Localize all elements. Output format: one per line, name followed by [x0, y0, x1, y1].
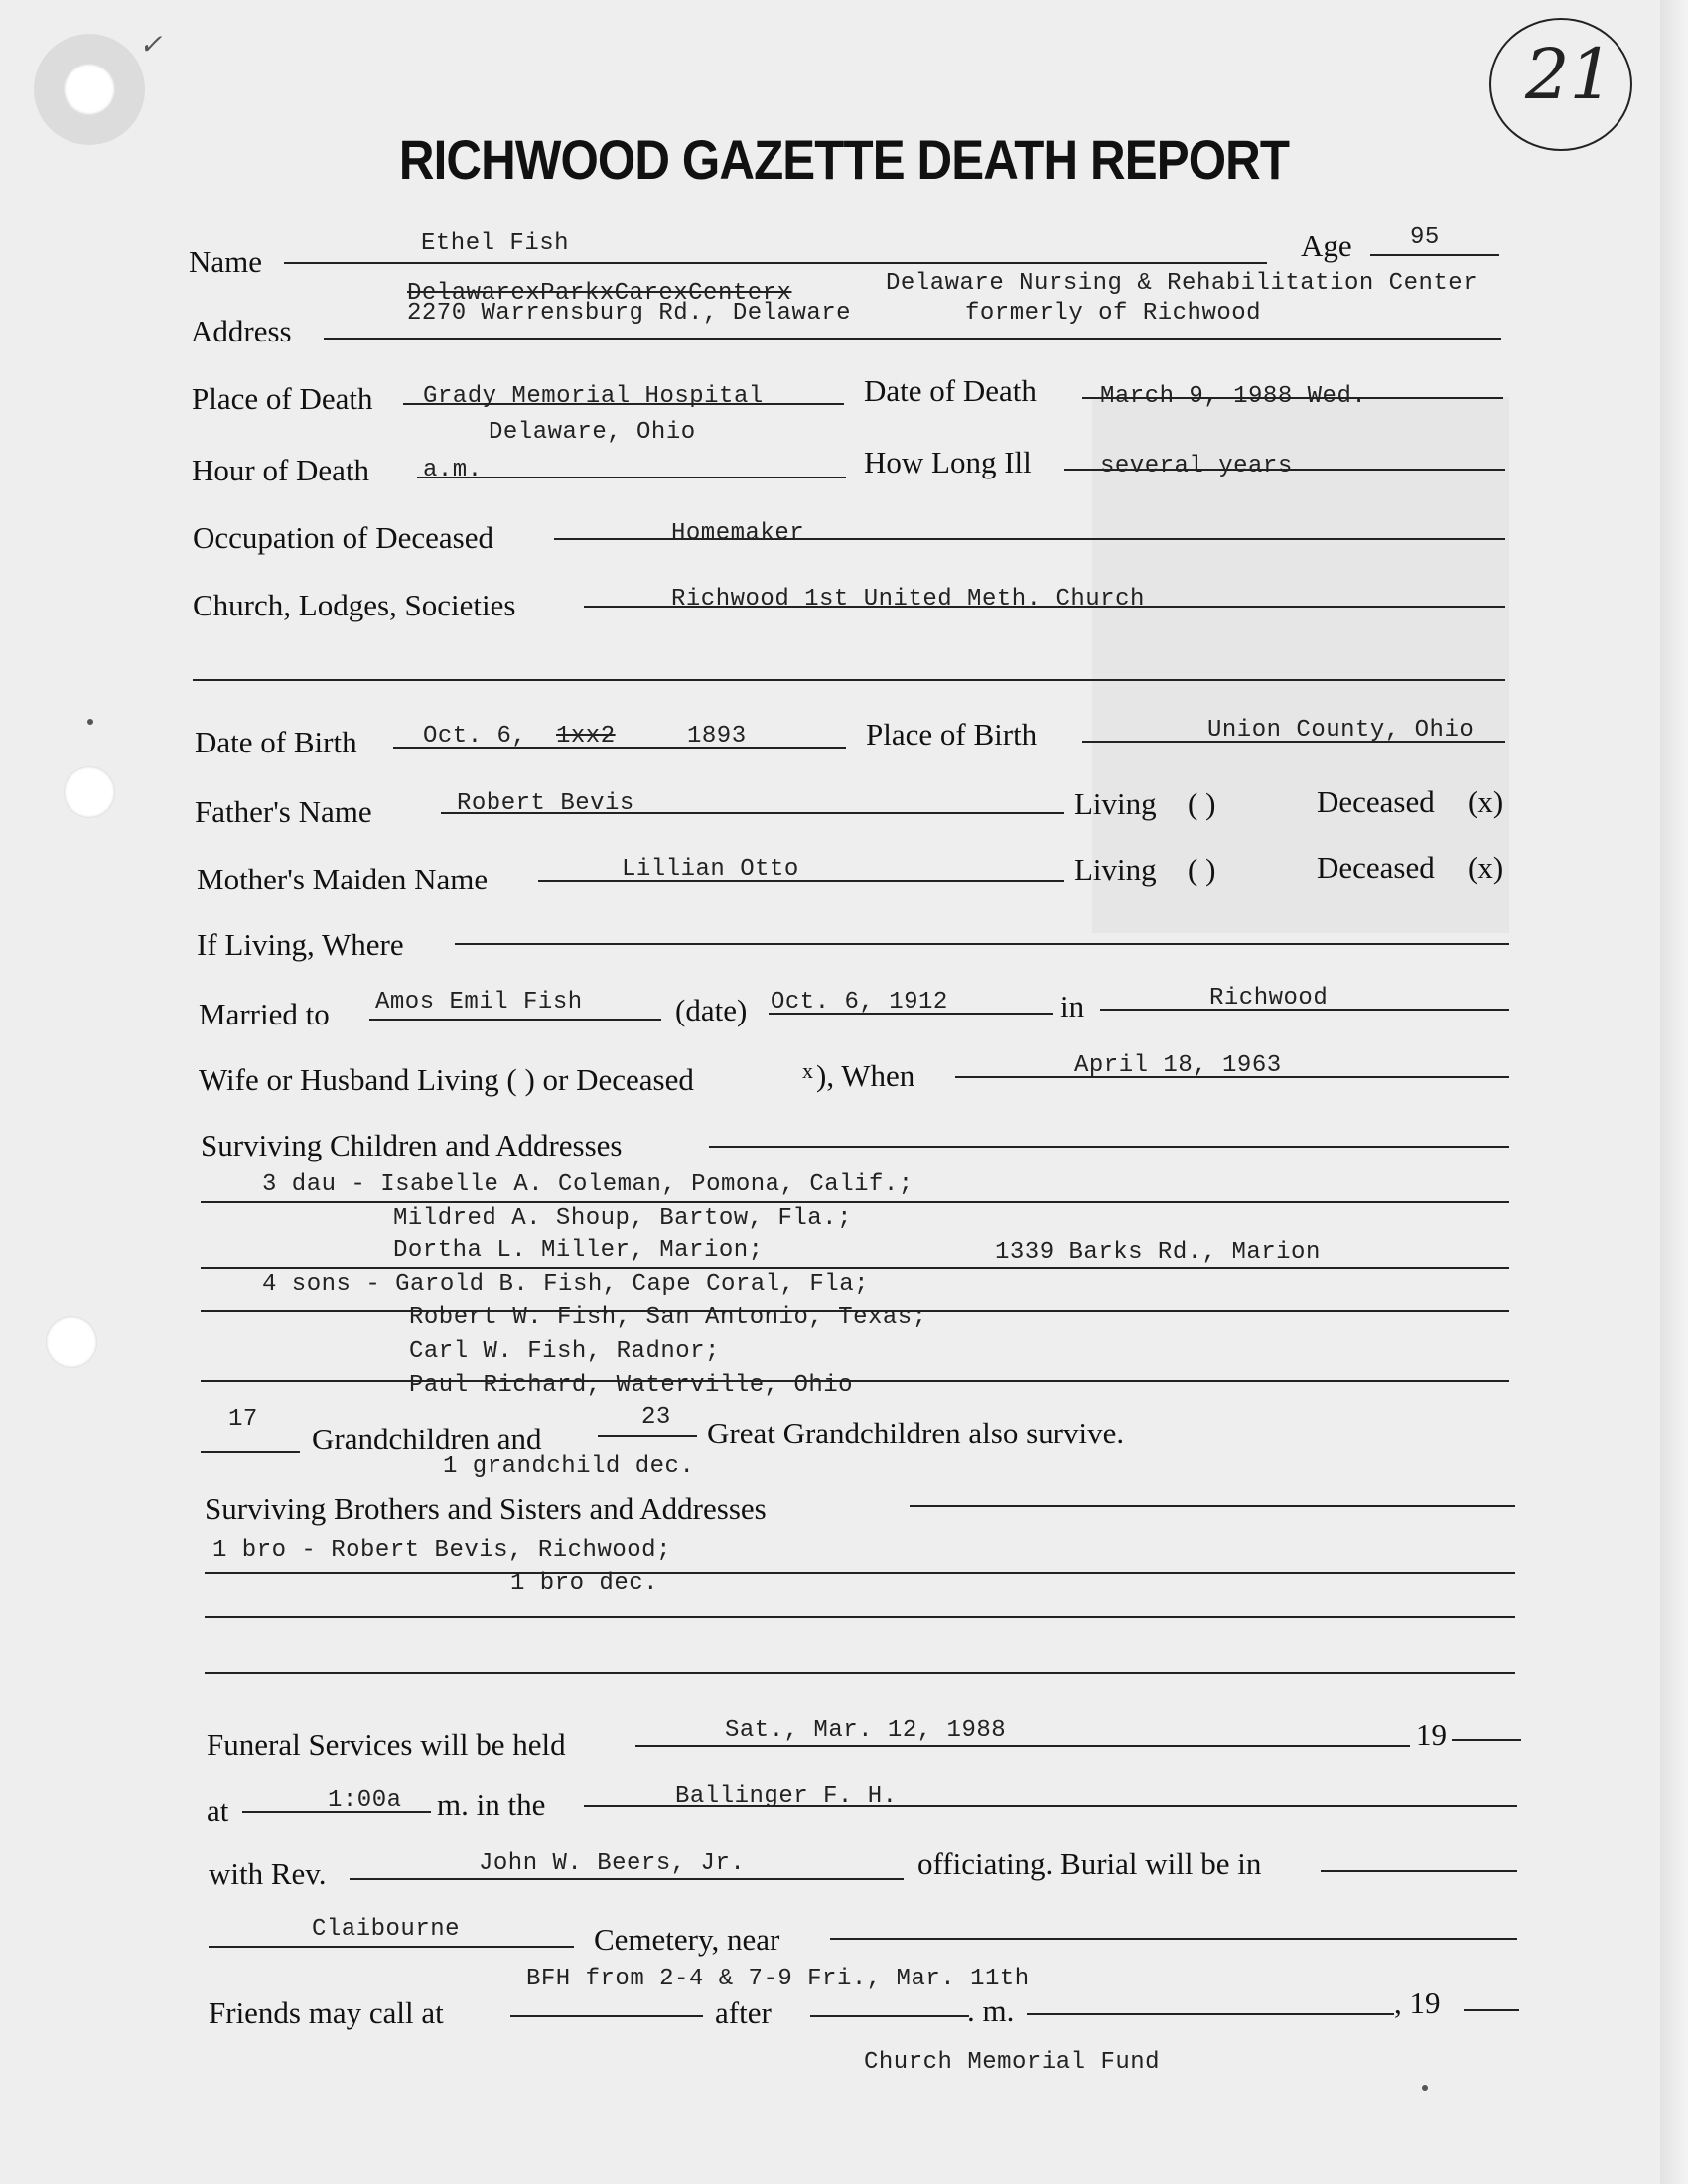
married-to-label: Married to: [199, 997, 330, 1031]
occupation-label: Occupation of Deceased: [193, 520, 493, 555]
surviving-siblings-line: [910, 1505, 1515, 1507]
address-label: Address: [191, 314, 292, 348]
how-long-ill-value: several years: [1100, 453, 1293, 479]
form-title: RICHWOOD GAZETTE DEATH REPORT: [398, 128, 1290, 191]
child-line-3-address: 1339 Barks Rd., Marion: [995, 1239, 1321, 1266]
address-line2: 2270 Warrensburg Rd., Delaware: [407, 300, 852, 327]
memorial-value: Church Memorial Fund: [864, 2049, 1161, 2076]
children-rule-2: [201, 1267, 1509, 1269]
grandchildren-count: 17: [228, 1406, 258, 1433]
father-living-box[interactable]: ( ): [1188, 786, 1216, 821]
punch-hole: [64, 64, 115, 115]
children-rule-4: [201, 1380, 1509, 1382]
surviving-children-line: [709, 1146, 1509, 1148]
funeral-date-value: Sat., Mar. 12, 1988: [725, 1717, 1007, 1744]
address-struck: DelawarexParkxCarexCenterx: [407, 280, 792, 307]
name-value: Ethel Fish: [421, 230, 570, 257]
page-edge: [1660, 0, 1688, 2184]
after-date-line: [1027, 2013, 1394, 2015]
friends-year-line: [1464, 2009, 1519, 2011]
age-line: [1370, 254, 1499, 256]
friends-call-value: BFH from 2-4 & 7-9 Fri., Mar. 11th: [526, 1966, 1030, 1992]
spouse-when-label: ), When: [816, 1058, 915, 1093]
father-living-label: Living: [1074, 786, 1157, 821]
surviving-children-label: Surviving Children and Addresses: [201, 1128, 623, 1162]
children-rule-3: [201, 1310, 1509, 1312]
marriage-date-label: (date): [675, 993, 748, 1027]
grandchildren-line: [201, 1451, 300, 1453]
funeral-date-line: [635, 1745, 1410, 1747]
funeral-m-in-the-label: m. in the: [437, 1787, 546, 1822]
hour-of-death-value: a.m.: [423, 457, 483, 483]
spouse-deceased-mark: x: [802, 1058, 813, 1083]
grandchildren-label: Grandchildren and: [312, 1422, 542, 1456]
funeral-at-label: at: [207, 1793, 229, 1828]
cemetery-near-line: [830, 1938, 1517, 1940]
funeral-time-value: 1:00a: [328, 1787, 402, 1814]
great-grandchildren-label: Great Grandchildren also survive.: [707, 1416, 1125, 1450]
page-number: 21: [1525, 34, 1615, 115]
hour-of-death-label: Hour of Death: [192, 453, 370, 487]
place-of-birth-value: Union County, Ohio: [1207, 717, 1475, 744]
father-deceased-label: Deceased: [1317, 784, 1435, 819]
child-line-2: Mildred A. Shoup, Bartow, Fla.;: [393, 1205, 852, 1232]
sibling-line-1: 1 bro - Robert Bevis, Richwood;: [212, 1537, 671, 1564]
mother-living-box[interactable]: ( ): [1188, 852, 1216, 887]
speck: [1422, 2085, 1428, 2091]
date-of-birth-struck: 1xx2: [556, 723, 616, 750]
age-label: Age: [1301, 228, 1352, 263]
mother-living-label: Living: [1074, 852, 1157, 887]
mothers-maiden-name-line: [538, 880, 1064, 882]
friends-call-line: [510, 2015, 703, 2017]
after-line: [810, 2015, 969, 2017]
great-grandchildren-line: [598, 1435, 697, 1437]
after-m-label: . m.: [967, 1993, 1015, 2028]
spouse-death-date: April 18, 1963: [1074, 1052, 1282, 1079]
child-line-1: 3 dau - Isabelle A. Coleman, Pomona, Calif.;: [262, 1171, 914, 1198]
mothers-maiden-name-label: Mother's Maiden Name: [197, 862, 489, 896]
marriage-in-label: in: [1060, 989, 1085, 1024]
address-line3: formerly of Richwood: [965, 300, 1262, 327]
funeral-year-prefix: 19: [1416, 1717, 1447, 1752]
mother-deceased-label: Deceased: [1317, 850, 1435, 885]
cemetery-near-label: Cemetery, near: [594, 1922, 780, 1957]
occupation-value: Homemaker: [671, 520, 805, 547]
place-of-birth-label: Place of Birth: [866, 717, 1038, 751]
child-line-4: 4 sons - Garold B. Fish, Cape Coral, Fla;: [262, 1271, 869, 1297]
age-value: 95: [1410, 224, 1440, 251]
rev-value: John W. Beers, Jr.: [479, 1850, 746, 1877]
cemetery-line: [209, 1946, 574, 1948]
siblings-rule-1: [205, 1572, 1515, 1574]
date-of-birth-label: Date of Birth: [195, 725, 357, 759]
place-of-death-value: Grady Memorial Hospital: [423, 383, 764, 410]
fathers-name-label: Father's Name: [195, 794, 372, 829]
with-rev-label: with Rev.: [209, 1856, 327, 1891]
children-rule-1: [201, 1201, 1509, 1203]
burial-line: [1321, 1870, 1517, 1872]
check-mark-icon: ✓: [139, 28, 163, 61]
funeral-place-value: Ballinger F. H.: [675, 1783, 898, 1810]
church-value: Richwood 1st United Meth. Church: [671, 586, 1145, 613]
date-of-birth-value: Oct. 6,: [423, 723, 527, 750]
after-label: after: [715, 1995, 772, 2030]
date-of-death-label: Date of Death: [864, 373, 1037, 408]
funeral-year-line: [1452, 1739, 1521, 1741]
if-living-where-label: If Living, Where: [197, 927, 404, 962]
funeral-services-label: Funeral Services will be held: [207, 1727, 566, 1762]
surviving-siblings-label: Surviving Brothers and Sisters and Addresses: [205, 1491, 767, 1526]
place-of-death-label: Place of Death: [192, 381, 373, 416]
address-line: [324, 338, 1501, 340]
child-line-7: Paul Richard, Waterville, Ohio: [409, 1372, 854, 1399]
place-of-death-city: Delaware, Ohio: [489, 419, 696, 446]
speck: [87, 719, 93, 725]
child-line-5: Robert W. Fish, San Antonio, Texas;: [409, 1304, 927, 1331]
friends-may-call-label: Friends may call at: [209, 1995, 444, 2030]
marriage-place-value: Richwood: [1209, 985, 1329, 1012]
married-to-value: Amos Emil Fish: [375, 989, 583, 1016]
name-line: [284, 262, 1267, 264]
friends-year-prefix: , 19: [1394, 1985, 1441, 2020]
how-long-ill-label: How Long Ill: [864, 445, 1032, 479]
mother-deceased-box[interactable]: (x): [1468, 850, 1504, 885]
siblings-rule-3: [205, 1672, 1515, 1674]
marriage-date-value: Oct. 6, 1912: [771, 989, 948, 1016]
grandchild-note: 1 grandchild dec.: [443, 1453, 695, 1480]
name-label: Name: [189, 244, 263, 279]
punch-hole: [46, 1316, 97, 1368]
date-of-death-value: March 9, 1988 Wed.: [1100, 383, 1367, 410]
father-deceased-box[interactable]: (x): [1468, 784, 1504, 819]
siblings-rule-2: [205, 1616, 1515, 1618]
sibling-line-2: 1 bro dec.: [510, 1570, 659, 1597]
child-line-6: Carl W. Fish, Radnor;: [409, 1338, 720, 1365]
church-label: Church, Lodges, Societies: [193, 588, 516, 622]
birth-year-value: 1893: [687, 723, 747, 750]
church-line-2: [193, 679, 1505, 681]
mothers-maiden-name-value: Lillian Otto: [622, 856, 799, 883]
if-living-where-line: [455, 943, 1509, 945]
married-to-line: [369, 1019, 661, 1021]
fathers-name-value: Robert Bevis: [457, 790, 634, 817]
officiating-label: officiating. Burial will be in: [917, 1846, 1262, 1881]
great-grandchildren-count: 23: [641, 1404, 671, 1431]
child-line-3: Dortha L. Miller, Marion;: [393, 1237, 764, 1264]
cemetery-value: Claibourne: [312, 1916, 461, 1943]
spouse-status-label: Wife or Husband Living ( ) or Deceased: [199, 1062, 694, 1097]
rev-line: [350, 1878, 904, 1880]
punch-hole: [64, 766, 115, 818]
address-line1: Delaware Nursing & Rehabilitation Center: [886, 270, 1478, 297]
